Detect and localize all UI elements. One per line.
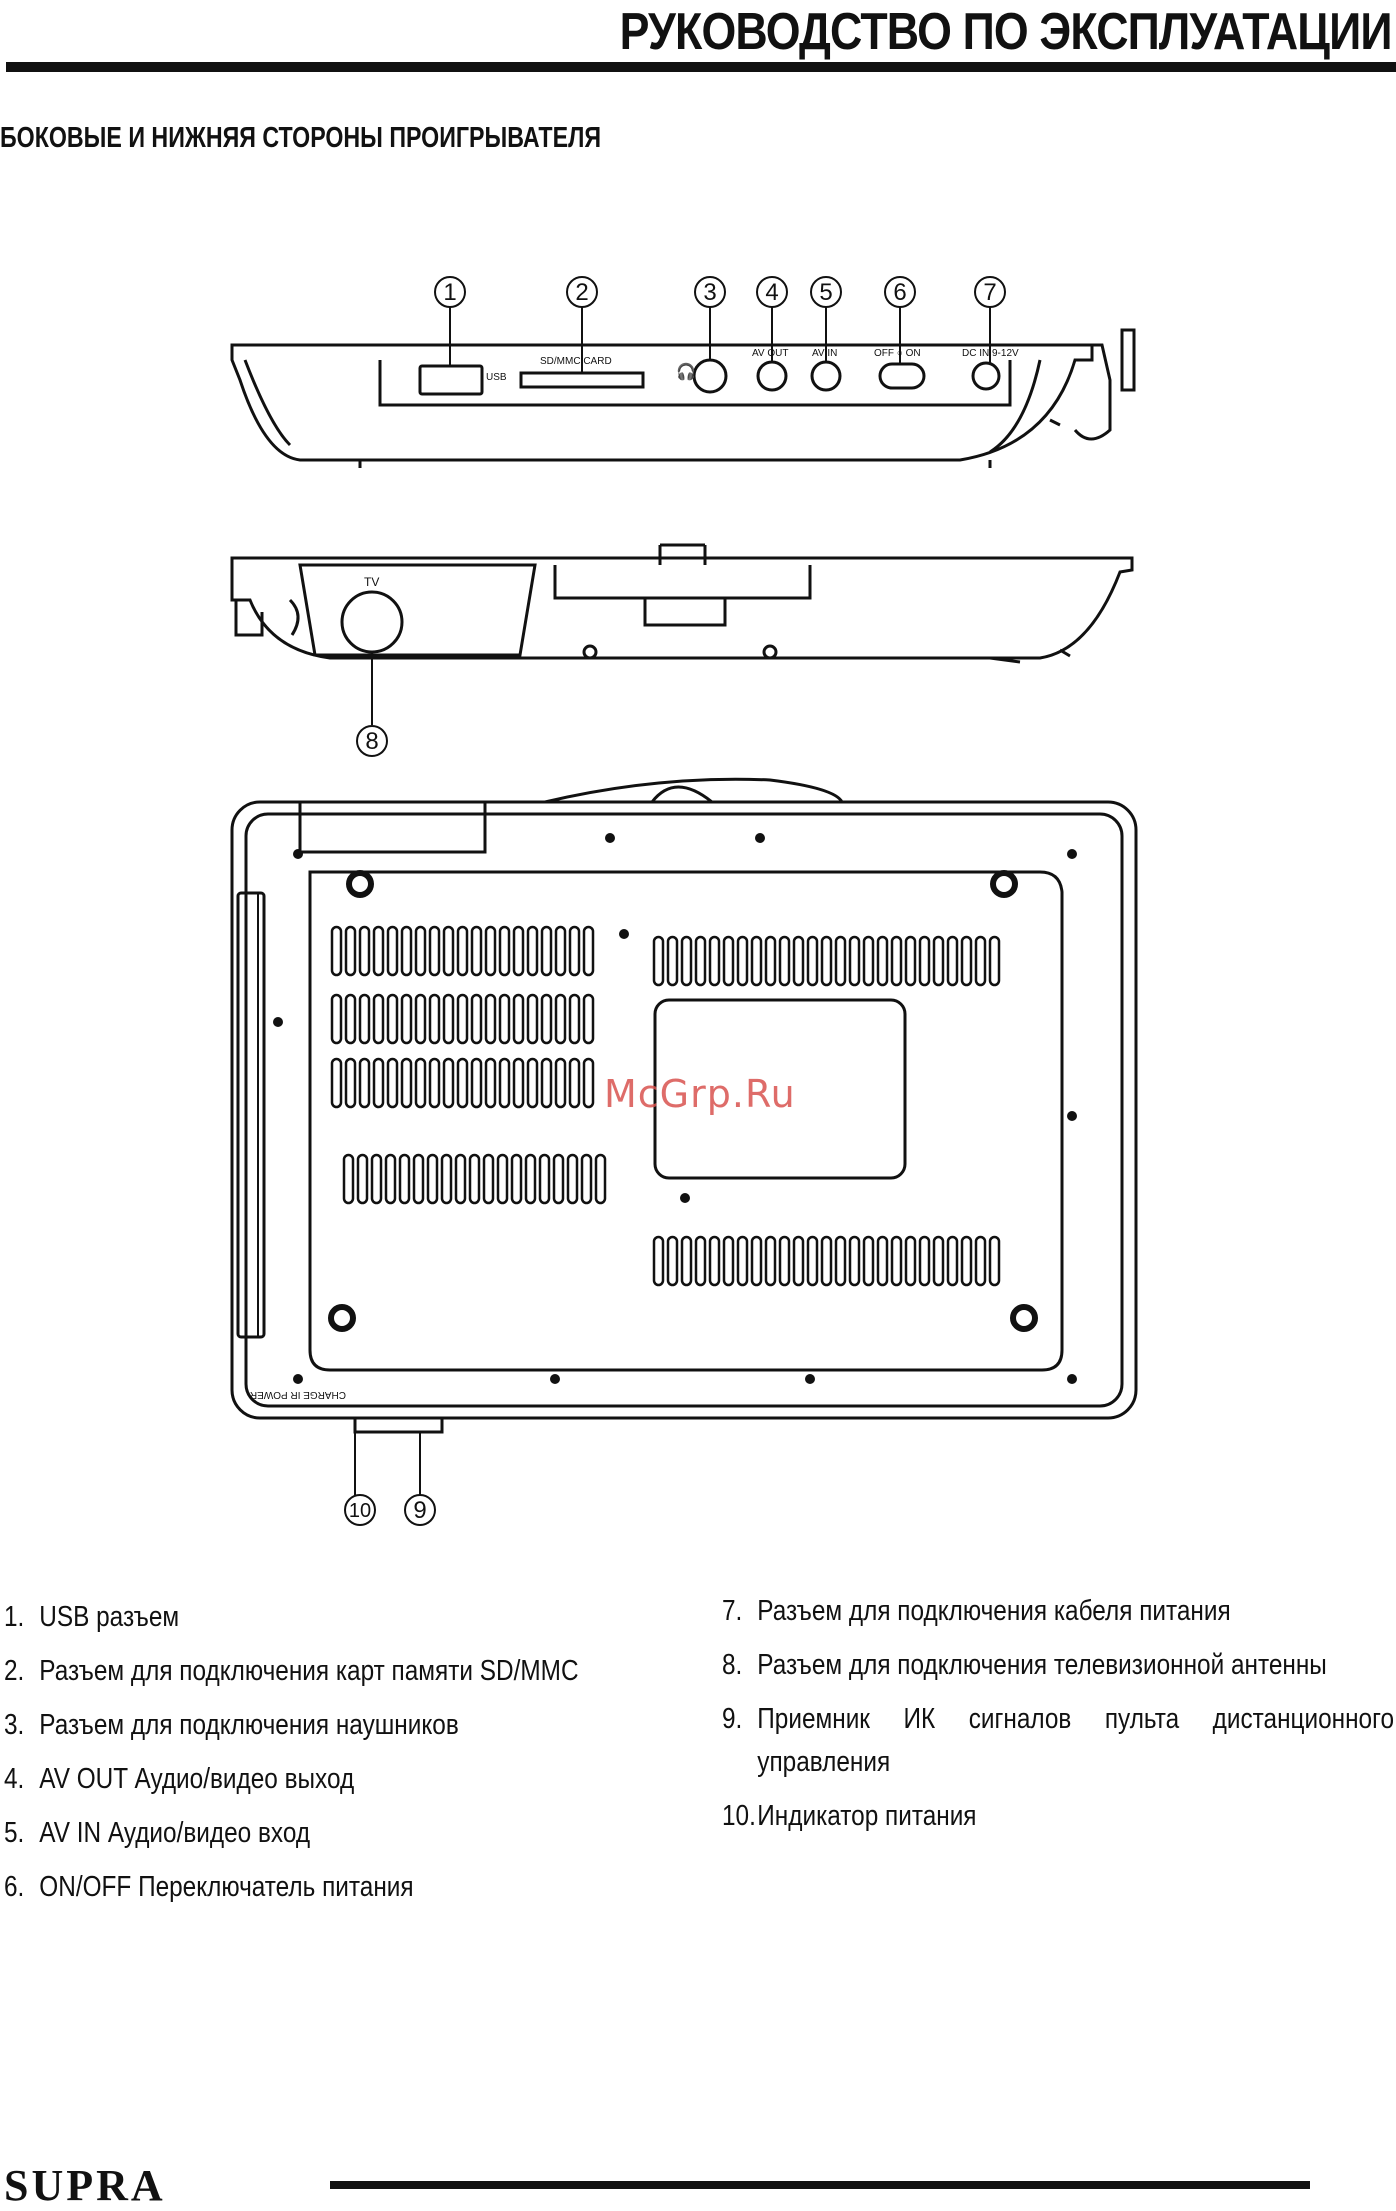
side-view-antenna xyxy=(232,545,1132,725)
callout-2: 2 xyxy=(575,279,589,306)
callout-9: 9 xyxy=(413,1497,427,1524)
section-title: БОКОВЫЕ И НИЖНЯЯ СТОРОНЫ ПРОИГРЫВАТЕЛЯ xyxy=(0,122,602,154)
list-item: 6. ON/OFF Переключатель питания xyxy=(4,1871,414,1903)
feature-list-left xyxy=(4,1590,579,1914)
list-item: 2. Разъем для подключения карт памяти SD/MMC xyxy=(4,1655,579,1687)
list-item: 9. Приемник ИК сигналов пульта дистанционного управления xyxy=(722,1703,1394,1778)
callout-10: 10 xyxy=(348,1500,372,1522)
list-item: 5. AV IN Аудио/видео вход xyxy=(4,1817,311,1849)
tv-label: TV xyxy=(364,575,380,589)
list-item: 4. AV OUT Аудио/видео выход xyxy=(4,1763,355,1795)
header-divider xyxy=(6,62,1396,72)
callout-6: 6 xyxy=(893,279,907,306)
list-item: 8. Разъем для подключения телевизионной антенны xyxy=(722,1649,1327,1681)
feature-list-right xyxy=(722,1590,1394,1849)
callout-7: 7 xyxy=(983,279,997,306)
page-header-title: РУКОВОДСТВО ПО ЭКСПЛУАТАЦИИ xyxy=(619,3,1392,61)
sd-card-label: SD/MMC CARD xyxy=(540,356,612,367)
callout-3: 3 xyxy=(703,279,717,306)
callout-circles xyxy=(345,277,1005,1525)
watermark: McGrp.Ru xyxy=(604,1072,796,1116)
callout-5: 5 xyxy=(819,279,833,306)
list-item: 3. Разъем для подключения наушников xyxy=(4,1709,459,1741)
power-switch-label: OFF ○ ON xyxy=(874,348,921,359)
player-diagram xyxy=(0,220,1396,1550)
callout-1: 1 xyxy=(443,279,457,306)
indicator-labels: CHARGE IR POWER xyxy=(249,1389,346,1400)
av-in-label: AV IN xyxy=(812,348,838,359)
dc-in-label: DC IN 9-12V xyxy=(962,348,1019,359)
callout-4: 4 xyxy=(765,279,779,306)
footer-divider xyxy=(330,2181,1310,2189)
callout-8: 8 xyxy=(365,728,379,755)
list-item: 1. USB разъем xyxy=(4,1601,180,1633)
list-item: 10. Индикатор питания xyxy=(722,1800,977,1832)
headphone-icon: 🎧 xyxy=(676,364,696,381)
list-item: 7. Разъем для подключения кабеля питания xyxy=(722,1595,1231,1627)
brand-logo: SUPRA xyxy=(4,2161,166,2210)
av-out-label: AV OUT xyxy=(752,348,789,359)
usb-label: USB xyxy=(486,372,507,383)
